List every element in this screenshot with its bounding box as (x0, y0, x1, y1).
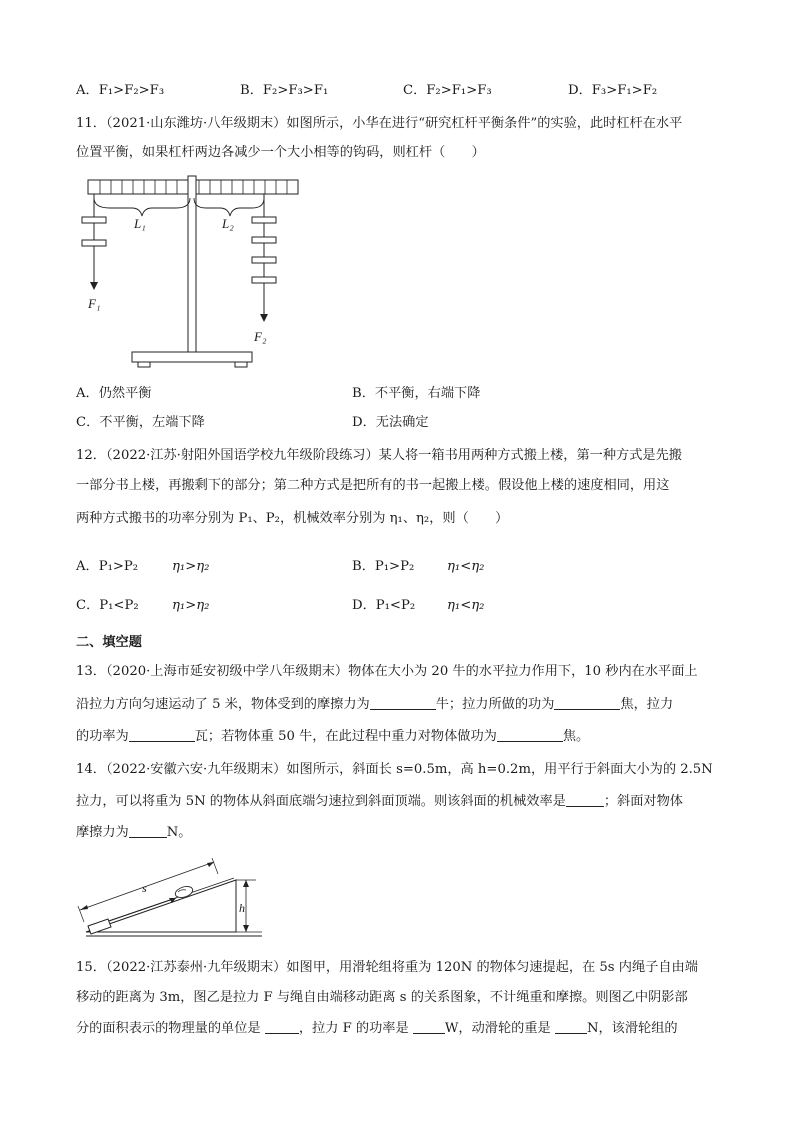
q12-option-b-efficiency: η₁<η₂ (447, 559, 485, 574)
answer-blank-pulley-weight[interactable] (555, 1019, 587, 1034)
answer-blank-work[interactable] (554, 695, 620, 710)
q14-stem-line1: 14．（2022·安徽六安·九年级期末）如图所示，斜面长 s=0.5m，高 h=0.2m，用平行于斜面大小为的 2.5N (76, 762, 713, 777)
q12-option-a-efficiency: η₁>η₂ (172, 559, 210, 574)
q13-stem-line1: 13．（2020·上海市延安初级中学八年级期末）物体在大小为 20 牛的水平拉力作用下，10 秒内在水平面上 (76, 664, 698, 679)
answer-blank-power[interactable] (129, 727, 195, 742)
q11-option-d: D．无法确定 (352, 415, 429, 430)
f2-label: F₂ (254, 329, 267, 344)
h-label: h (239, 901, 245, 915)
q11-option-a: A．仍然平衡 (76, 386, 152, 401)
q10-option-c: C．F₂>F₁>F₃ (403, 83, 492, 98)
q13-stem-line3: 的功率为 瓦；若物体重 50 牛，在此过程中重力对物体做功为 焦。 (76, 729, 590, 744)
q11-stem-line2: 位置平衡，如果杠杆两边各减少一个大小相等的钩码，则杠杆（ ） (76, 145, 485, 160)
answer-blank-unit[interactable] (265, 1019, 299, 1034)
l1-label: L₁ (134, 216, 146, 231)
q11-option-b: B．不平衡，右端下降 (352, 386, 481, 401)
q11-option-c: C．不平衡，左端下降 (76, 415, 205, 430)
q14-stem-line2: 拉力，可以将重为 5N 的物体从斜面底端匀速拉到斜面顶端。则该斜面的机械效率是 ；斜面对物体 (76, 794, 683, 809)
q12-option-c-power: C．P₁<P₂ (76, 598, 139, 613)
q15-stem-line2: 移动的距离为 3m，图乙是拉力 F 与绳自由端移动距离 s 的关系图象，不计绳重和摩擦。则图乙中阴影部 (76, 990, 688, 1005)
q15-stem-line3: 分的面积表示的物理量的单位是 ，拉力 F 的功率是 W，动滑轮的重是 N，该滑轮组的 (76, 1021, 678, 1036)
q12-option-a-power: A．P₁>P₂ (76, 559, 139, 574)
answer-blank-friction-force[interactable] (129, 823, 167, 838)
q11-stem-line1: 11．（2021·山东潍坊·八年级期末）如图所示，小华在进行“研究杠杆平衡条件”的实验，此时杠杆在水平 (76, 116, 683, 131)
q13-stem-line2: 沿拉力方向匀速运动了 5 米，物体受到的摩擦力为 牛；拉力所做的功为 焦，拉力 (76, 697, 674, 712)
q12-stem-line1: 12．（2022·江苏·射阳外国语学校九年级阶段练习）某人将一箱书用两种方式搬上楼，第一种方式是先搬 (76, 448, 682, 463)
q12-option-c-efficiency: η₁>η₂ (172, 598, 210, 613)
answer-blank-efficiency[interactable] (566, 792, 604, 807)
q10-option-d: D．F₃>F₁>F₂ (568, 83, 658, 98)
q12-option-b-power: B．P₁>P₂ (352, 559, 415, 574)
q12-stem-line3: 两种方式搬书的功率分别为 P₁、P₂，机械效率分别为 η₁、η₂，则（ ） (76, 511, 509, 526)
s-label: s (142, 881, 147, 895)
lever-figure (80, 170, 320, 375)
q12-option-d-efficiency: η₁<η₂ (447, 598, 485, 613)
q15-stem-line1: 15．（2022·江苏泰州·九年级期末）如图甲，用滑轮组将重为 120N 的物体匀速提起，在 5s 内绳子自由端 (76, 960, 698, 975)
q10-option-a: A．F₁>F₂>F₃ (76, 83, 165, 98)
answer-blank-friction[interactable] (370, 695, 436, 710)
q10-option-b: B．F₂>F₃>F₁ (240, 83, 329, 98)
f1-label: F₁ (88, 296, 101, 311)
q12-stem-line2: 一部分书上楼，再搬剩下的部分；第二种方式是把所有的书一起搬上楼。假设他上楼的速度相同，用这 (76, 478, 670, 493)
answer-blank-pull-power[interactable] (413, 1019, 445, 1034)
section-title: 二、填空题 (76, 635, 142, 650)
q12-option-d-power: D．P₁<P₂ (352, 598, 416, 613)
q14-stem-line3: 摩擦力为 N。 (76, 825, 192, 840)
l2-label: L₂ (222, 216, 234, 231)
incline-figure (72, 848, 268, 942)
answer-blank-gravity-work[interactable] (497, 727, 563, 742)
